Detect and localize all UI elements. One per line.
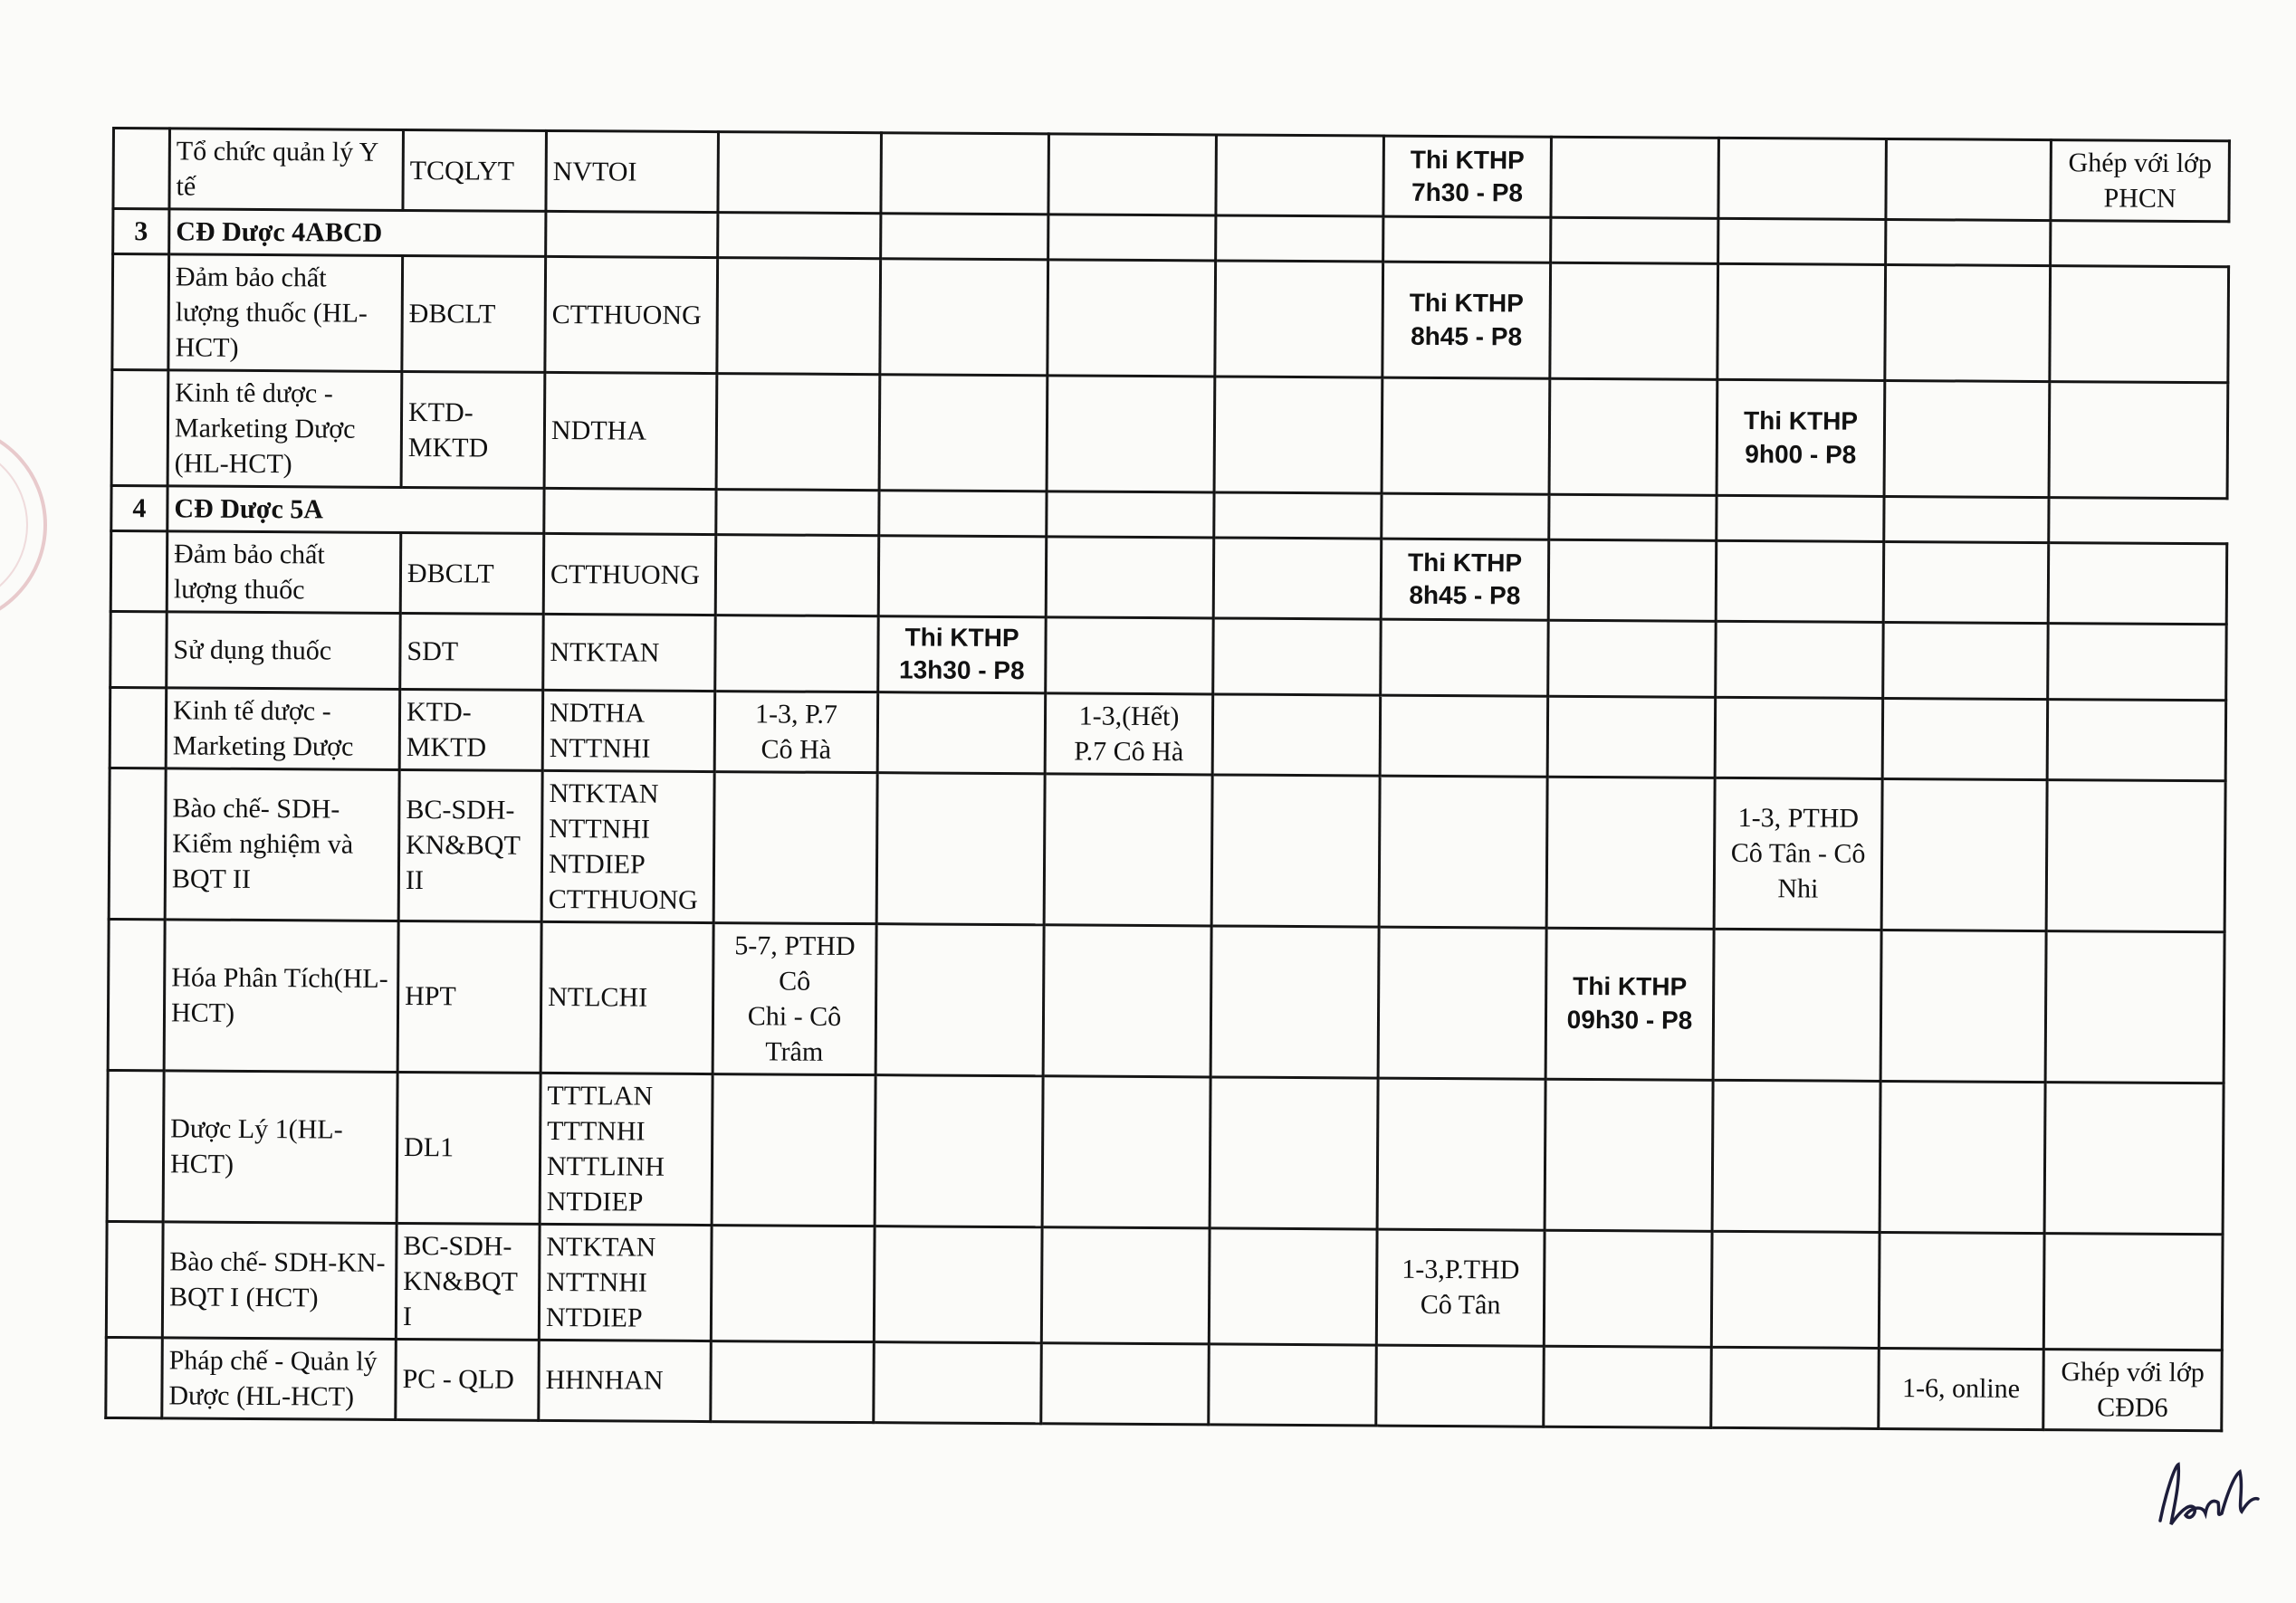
cell-line: Ghép với lớp [2068, 148, 2213, 179]
note-cell [2051, 140, 2230, 222]
cell-line: Thi KTHP [1409, 288, 1524, 318]
cell-line: NTDIEP [545, 1302, 643, 1333]
cell-line: NTTNHI [546, 1266, 647, 1298]
teacher-codes [541, 770, 714, 922]
cell-line: Thi KTHP [1407, 548, 1523, 577]
empty-cell [1717, 495, 1884, 541]
cell-line: NTKTAN [550, 636, 660, 668]
teacher-codes [544, 372, 717, 489]
cell-line: 8h45 - P8 [1411, 321, 1523, 351]
empty-slot [878, 536, 1047, 617]
cell-line: Cô Hà [761, 734, 832, 765]
empty-slot [1042, 1076, 1210, 1228]
empty-cell [1382, 493, 1549, 539]
empty-cell [1383, 216, 1551, 262]
empty-slot [875, 923, 1044, 1075]
empty-slot [1210, 926, 1379, 1078]
cell-line: Thi KTHP [1573, 972, 1688, 1002]
exam-slot [1383, 136, 1552, 217]
cell-line: 13h30 - P8 [898, 655, 1025, 685]
empty-cell [1551, 217, 1718, 263]
empty-slot [1711, 1231, 1880, 1348]
subject-name: Đảm bảo chất lượng thuốc (HL-HCT) [168, 254, 403, 372]
empty-slot [874, 1226, 1042, 1342]
cell-line: TTTNHI [547, 1115, 646, 1147]
note-cell [2050, 266, 2229, 383]
empty-slot [717, 258, 881, 375]
empty-slot [1043, 925, 1211, 1077]
class-group-label: CĐ Dược 5A [167, 486, 544, 534]
subject-name: Tổ chức quản lý Y tế [169, 129, 404, 211]
class-slot [1879, 1348, 2044, 1429]
row-number [113, 129, 170, 209]
row-number [108, 919, 165, 1070]
teacher-codes [542, 690, 715, 771]
note-cell [2048, 624, 2227, 701]
subject-row [109, 768, 2225, 931]
empty-slot [880, 259, 1048, 376]
class-slot [1376, 1229, 1545, 1346]
cell-line: NVTOI [552, 156, 637, 187]
empty-slot [1212, 694, 1381, 776]
empty-slot [1209, 1228, 1377, 1345]
empty-slot [879, 375, 1048, 491]
empty-slot [715, 615, 879, 692]
empty-slot [712, 1073, 875, 1226]
note-cell [2047, 699, 2226, 780]
row-number [112, 254, 169, 370]
cell-line: NDTHA [550, 415, 647, 446]
handwritten-signature [2153, 1457, 2262, 1530]
cell-line: Thi KTHP [1743, 406, 1859, 435]
exam-schedule-table [104, 127, 2231, 1432]
subject-row [106, 1221, 2223, 1350]
empty-cell [1886, 219, 2051, 265]
subject-name: Dược Lý 1(HL-HCT) [163, 1071, 397, 1224]
empty-slot [1211, 775, 1380, 927]
subject-code: ĐBCLT [402, 255, 546, 372]
cell-line: CĐD6 [2097, 1392, 2168, 1423]
red-stamp-fragment [0, 407, 54, 643]
subject-code: KTD-MKTD [399, 689, 543, 770]
note-cell [2043, 1349, 2223, 1430]
subject-row [110, 687, 2226, 780]
subject-code: KTD-MKTD [401, 371, 545, 488]
empty-slot [1712, 1080, 1880, 1232]
empty-slot [1711, 1347, 1880, 1428]
empty-slot [1546, 777, 1715, 929]
empty-slot [1879, 1232, 2044, 1349]
empty-cell [879, 491, 1047, 537]
class-group-label: CĐ Dược 4ABCD [169, 209, 546, 257]
subject-name: Đảm bảo chất lượng thuốc [167, 531, 401, 614]
row-number: 4 [111, 486, 167, 531]
row-number: 3 [113, 209, 169, 254]
empty-cell [1884, 496, 2049, 542]
cell-line: 1-3, P.7 [755, 699, 838, 730]
row-number [107, 1070, 164, 1221]
cell-line: CTTHUONG [551, 299, 702, 330]
empty-cell [1214, 492, 1382, 539]
empty-slot [1544, 1346, 1712, 1427]
cell-line: 5-7, PTHD Cô [734, 930, 856, 997]
empty-slot [1718, 138, 1887, 219]
exam-slot [878, 616, 1047, 693]
empty-slot [1041, 1227, 1210, 1344]
cell-line: NTTNHI [549, 732, 651, 764]
subject-code: DL1 [397, 1072, 541, 1224]
subject-row [112, 254, 2229, 383]
empty-slot [876, 772, 1045, 924]
empty-slot [713, 771, 877, 923]
row-number [110, 611, 167, 687]
teacher-codes [539, 1224, 712, 1341]
empty-slot [1376, 1345, 1545, 1426]
cell-line: 09h30 - P8 [1566, 1005, 1693, 1035]
empty-slot [1882, 698, 2048, 779]
empty-cell [718, 213, 881, 259]
class-slot [1714, 778, 1882, 930]
empty-slot [1715, 697, 1883, 778]
empty-cell [544, 488, 716, 534]
empty-cell [881, 214, 1048, 260]
row-number [109, 768, 166, 919]
empty-slot [1548, 539, 1717, 621]
exam-slot [1382, 262, 1551, 378]
empty-slot [1545, 1079, 1713, 1231]
row-number [110, 687, 167, 768]
empty-slot [1046, 617, 1214, 694]
subject-row [108, 919, 2224, 1083]
subject-name: Bào chế- SDH-KN-BQT I (HCT) [162, 1222, 397, 1340]
subject-name: Kinh tê dược - Marketing Dược (HL-HCT) [167, 370, 402, 488]
cell-line: PHCN [2103, 183, 2176, 214]
teacher-codes [541, 921, 713, 1073]
cell-line: NTTNHI [549, 813, 651, 844]
subject-name: Hóa Phân Tích(HL-HCT) [164, 920, 398, 1073]
empty-slot [1716, 621, 1884, 698]
empty-slot [1883, 541, 2049, 623]
row-number [106, 1221, 163, 1337]
cell-line: Thi KTHP [904, 623, 1019, 653]
cell-line: NTKTAN [546, 1231, 656, 1263]
empty-slot [1717, 263, 1886, 380]
empty-slot [1213, 618, 1382, 695]
class-slot [714, 691, 878, 772]
empty-slot [718, 132, 882, 214]
empty-cell [1216, 215, 1383, 262]
exam-slot [1717, 379, 1885, 496]
row-number [110, 531, 167, 612]
cell-line: CTTHUONG [548, 883, 698, 915]
empty-slot [1881, 778, 2047, 930]
subject-code: BC-SDH-KN&BQT I [396, 1223, 540, 1340]
cell-line: P.7 Cô Hà [1074, 736, 1184, 768]
exam-slot [1545, 928, 1714, 1080]
empty-slot [1884, 380, 2050, 497]
empty-slot [1379, 776, 1547, 928]
empty-slot [1048, 260, 1216, 377]
empty-slot [1378, 927, 1546, 1079]
subject-name: Bào chế- SDH-Kiểm nghiệm và BQT II [165, 768, 399, 921]
empty-slot [1377, 1078, 1545, 1230]
empty-slot [1380, 695, 1548, 777]
exam-slot [1381, 539, 1549, 620]
subject-name: Pháp chế - Quản lý Dược (HL-HCT) [162, 1338, 397, 1420]
empty-slot [1551, 137, 1719, 218]
empty-slot [1047, 376, 1215, 492]
empty-cell [1718, 218, 1886, 264]
teacher-codes [545, 256, 718, 373]
note-cell [2044, 1082, 2224, 1234]
empty-slot [1885, 264, 2051, 381]
empty-cell [546, 211, 718, 257]
empty-slot [1880, 930, 2046, 1082]
class-slot [1045, 693, 1213, 775]
subject-code: TCQLYT [403, 129, 547, 211]
cell-line: Ghép với lớp [2061, 1356, 2205, 1388]
subject-row [110, 531, 2227, 625]
empty-slot [1716, 540, 1884, 622]
cell-line: NTTLINH [546, 1150, 665, 1182]
cell-line: Nhi [1777, 873, 1819, 904]
empty-slot [1548, 620, 1717, 697]
empty-slot [1550, 262, 1718, 379]
cell-line: 8h45 - P8 [1409, 580, 1521, 610]
cell-line: Cô Tân - Cô [1730, 838, 1866, 870]
cell-line: Cô Tân [1420, 1290, 1501, 1321]
subject-row [110, 611, 2226, 700]
empty-slot [875, 1074, 1043, 1226]
row-number [111, 370, 168, 486]
empty-slot [1886, 138, 2052, 220]
empty-slot [881, 133, 1049, 215]
teacher-codes [543, 533, 716, 615]
note-cell [2049, 382, 2228, 499]
note-cell [2048, 543, 2227, 625]
empty-cell [1047, 491, 1214, 538]
empty-cell [1048, 215, 1216, 261]
row-number [106, 1337, 163, 1417]
teacher-codes [540, 1073, 713, 1225]
empty-slot [1044, 774, 1212, 926]
empty-slot [1381, 619, 1549, 696]
cell-line: NTDIEP [548, 848, 646, 880]
note-cell [2046, 779, 2225, 931]
empty-slot [1214, 377, 1382, 493]
cell-line: 1-6, online [1901, 1373, 2021, 1405]
empty-slot [1549, 378, 1717, 495]
empty-slot [874, 1341, 1042, 1423]
empty-slot [1215, 261, 1383, 377]
subject-code: PC - QLD [396, 1339, 540, 1420]
cell-line: 1-3, PTHD [1737, 803, 1860, 835]
note-cell [2045, 930, 2224, 1083]
empty-slot [1210, 1077, 1378, 1229]
empty-slot [711, 1225, 875, 1341]
subject-code: ĐBCLT [400, 532, 544, 614]
subject-code: SDT [400, 613, 544, 690]
cell-line: NTDIEP [546, 1186, 644, 1217]
class-slot [713, 922, 876, 1074]
empty-slot [716, 374, 880, 491]
empty-cell [1549, 494, 1717, 540]
teacher-codes [546, 130, 719, 212]
subject-name: Kinh tế dược - Marketing Dược [166, 688, 400, 770]
cell-line: Chi - Cô Trâm [747, 1001, 842, 1067]
empty-slot [877, 692, 1046, 773]
cell-line: CTTHUONG [550, 558, 701, 590]
cell-line: NTKTAN [549, 778, 659, 809]
empty-slot [715, 535, 879, 616]
empty-slot [1213, 538, 1382, 619]
subject-row [106, 1337, 2223, 1430]
empty-slot [1048, 134, 1217, 215]
empty-slot [1880, 1081, 2045, 1233]
empty-slot [1041, 1343, 1210, 1425]
empty-slot [1883, 622, 2049, 699]
empty-slot [1216, 135, 1384, 216]
cell-line: TTTLAN [547, 1080, 654, 1112]
cell-line: Thi KTHP [1410, 145, 1525, 175]
cell-line: NTLCHI [548, 982, 648, 1013]
teacher-codes [539, 1340, 712, 1421]
cell-line: HHNHAN [545, 1365, 664, 1397]
cell-line: NDTHA [549, 697, 646, 729]
subject-row [111, 370, 2228, 499]
empty-slot [1544, 1230, 1712, 1347]
empty-slot [711, 1341, 875, 1422]
cell-line: 9h00 - P8 [1745, 439, 1857, 469]
subject-name: Sử dụng thuốc [167, 612, 401, 689]
note-cell [2043, 1233, 2223, 1350]
empty-slot [1713, 929, 1881, 1081]
subject-code: BC-SDH-KN&BQT II [398, 769, 542, 921]
cell-line: 7h30 - P8 [1411, 177, 1524, 207]
subject-row [113, 129, 2230, 222]
subject-row [107, 1070, 2224, 1234]
subject-code: HPT [397, 921, 541, 1073]
cell-line: 1-3,P.THD [1402, 1255, 1520, 1285]
empty-cell [716, 490, 879, 536]
empty-slot [1046, 537, 1214, 618]
teacher-codes [543, 614, 716, 691]
schedule-body [106, 129, 2230, 1431]
empty-slot [1382, 377, 1550, 494]
empty-slot [1547, 696, 1716, 778]
empty-slot [1209, 1344, 1377, 1426]
cell-line: 1-3,(Hết) [1078, 701, 1180, 731]
